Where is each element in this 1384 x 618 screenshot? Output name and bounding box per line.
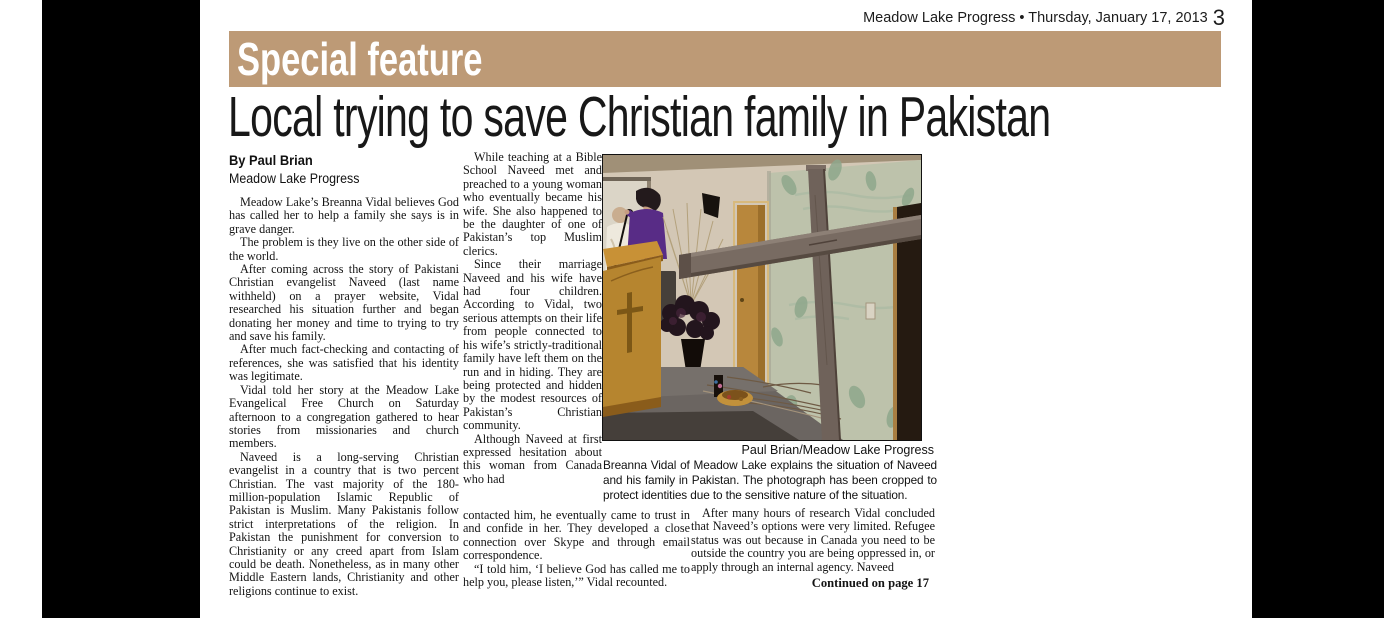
paragraph: contacted him, he eventually came to trust in and confide in her. They developed a close connection over Skype and through email correspondence. <box>463 508 690 563</box>
paragraph: After coming across the story of Pakistani Christian evangelist Naveed (last name withheld) on a prayer website, Vidal researched his situation further and began donating her money and time to trying to try and save his family. <box>229 262 459 344</box>
paragraph: While teaching at a Bible School Naveed met and preached to a young woman who eventually became his wife. She also happened to be the daughter of one of Pakistan’s top Muslim clerics. <box>463 150 602 258</box>
photo-credit: Paul Brian/Meadow Lake Progress <box>741 443 934 457</box>
podium-cross-icon <box>627 292 632 353</box>
paragraph: Since their marriage Naveed and his wife have had four children. According to Vidal, two serious attempts on their life from people connected to his wife’s strictly-traditional family have left them on the run and in hiding. They are being protected and hidden by the modest resources of Pakistan’s Christian community. <box>463 257 602 433</box>
light-switch <box>866 303 875 319</box>
news-photo <box>602 154 922 441</box>
article-column-2-wide <box>463 509 690 589</box>
left-black-bar <box>42 0 200 618</box>
paragraph: “I told him, ‘I believe God has called me to help you, please listen,’” Vidal recounted. <box>463 561 690 590</box>
paragraph: Meadow Lake’s Breanna Vidal believes God has called her to help a family she says is in grave danger. <box>229 195 459 236</box>
article-column-2-narrow <box>463 151 602 486</box>
byline-author: By Paul Brian <box>229 152 313 168</box>
paragraph: The problem is they live on the other side of the world. <box>229 235 459 263</box>
continued-notice: Continued on page 17 <box>811 576 929 591</box>
photo-illustration <box>603 155 921 440</box>
paragraph: Vidal told her story at the Meadow Lake Evangelical Free Church on Saturday afternoon to a congregation gathered to hear stories from missionaries and church members. <box>229 382 459 451</box>
dateline-text: Meadow Lake Progress • Thursday, January 17, 2013 <box>863 10 1208 26</box>
right-black-bar <box>1252 0 1384 618</box>
paragraph: After many hours of research Vidal concluded that Naveed’s options were very limited. Refugee status was out because in Canada you need to be outside the country you are being oppressed in, or apply through an internal agency. Naveed <box>691 506 935 574</box>
paragraph: Although Naveed at first expressed hesitation about this woman from Canada who had <box>463 431 602 486</box>
section-banner <box>229 31 1221 87</box>
photo-caption: Breanna Vidal of Meadow Lake explains the situation of Naveed and his family in Pakistan. The photograph has been cropped to protect identities due to the sensitive nature of the situation. <box>603 458 937 502</box>
page-number: 3 <box>1212 5 1225 30</box>
podium <box>603 241 663 417</box>
headline: Local trying to save Christian family in Pakistan <box>228 85 1051 149</box>
article-column-3 <box>691 507 935 590</box>
byline <box>229 152 371 186</box>
paragraph: After much fact-checking and contacting of references, she was satisfied that his identity was legitimate. <box>229 342 459 384</box>
dateline <box>700 5 1225 31</box>
byline-publication: Meadow Lake Progress <box>229 171 360 186</box>
wooden-door <box>734 202 768 396</box>
section-banner-label: Special feature <box>237 33 483 85</box>
paragraph: Naveed is a long-serving Christian evangelist in a country that is two percent Christian. The vast majority of the 180-million-population Islamic Republic of Pakistan is Muslim. Many Pakistanis follow strict interpretations of the religion. In Pakistan the punishment for conversion to Christianity or any creed apart from Islam could be death. Nonetheless, as in many other Middle Eastern lands, Christianity and other religions continue to exist. <box>229 449 459 598</box>
article-column-1 <box>229 196 459 598</box>
